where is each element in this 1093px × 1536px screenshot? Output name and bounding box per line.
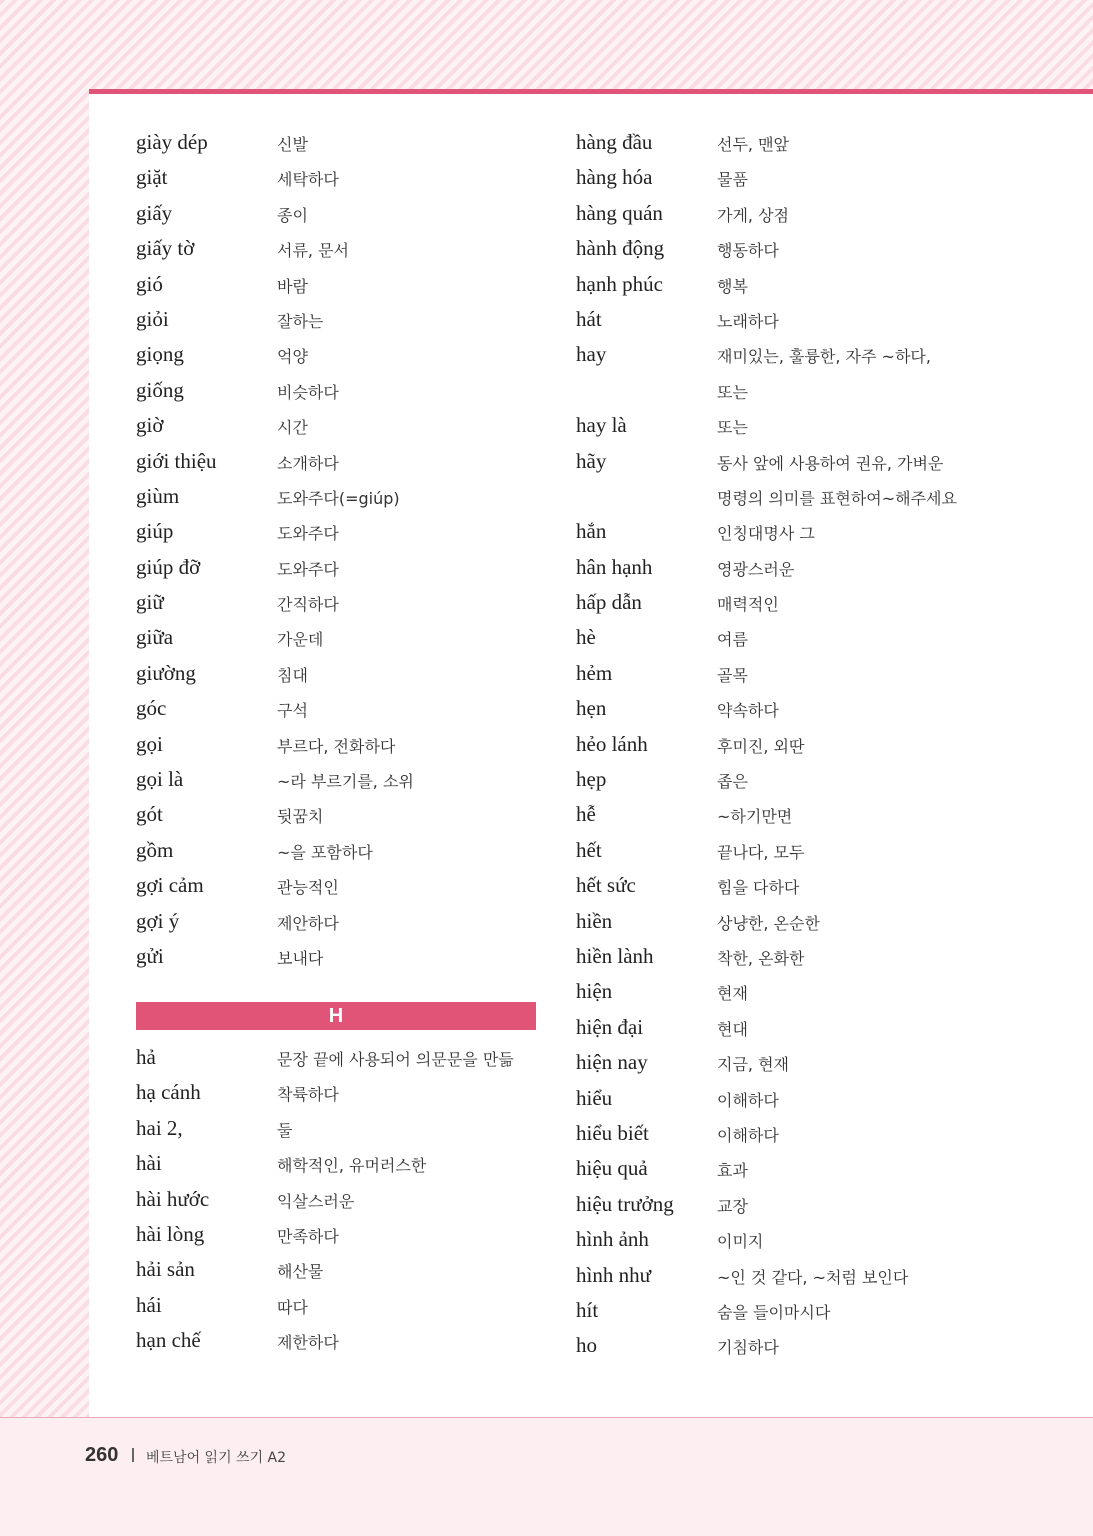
vocab-entry bbox=[576, 1328, 1016, 1363]
korean-meaning: 동사 앞에 사용하여 권유, 가벼운 bbox=[717, 453, 944, 473]
vocab-entry bbox=[136, 125, 536, 160]
korean-meaning: 도와주다 bbox=[277, 559, 339, 579]
vocab-entry bbox=[136, 231, 536, 266]
korean-meaning: 둘 bbox=[277, 1120, 293, 1140]
vocab-entry bbox=[136, 373, 536, 408]
korean-meaning: 뒷꿈치 bbox=[277, 807, 324, 827]
vocab-entry bbox=[136, 620, 536, 655]
korean-meaning: 교장 bbox=[717, 1196, 748, 1216]
korean-meaning: 행복 bbox=[717, 276, 748, 296]
vietnamese-word: hạnh phúc bbox=[576, 271, 663, 296]
vocab-entry bbox=[576, 1258, 1016, 1293]
vietnamese-word: giọng bbox=[136, 342, 184, 367]
vocab-entry bbox=[576, 656, 1016, 691]
vietnamese-word: gót bbox=[136, 802, 163, 827]
vietnamese-word: hài lòng bbox=[136, 1221, 205, 1246]
vietnamese-word: giờ bbox=[136, 413, 164, 438]
vietnamese-word: gợi ý bbox=[136, 908, 180, 933]
korean-meaning: 노래하다 bbox=[717, 311, 779, 331]
korean-meaning: 세탁하다 bbox=[277, 170, 339, 190]
vocab-entry bbox=[576, 479, 1016, 514]
vietnamese-word: hiệu trưởng bbox=[576, 1191, 674, 1216]
korean-meaning: 행동하다 bbox=[717, 241, 779, 261]
korean-meaning: 재미있는, 훌륭한, 자주 ~하다, bbox=[717, 347, 931, 367]
vietnamese-word: giữ bbox=[136, 590, 164, 615]
vietnamese-word: hiền lành bbox=[576, 943, 654, 968]
vocab-entry bbox=[576, 620, 1016, 655]
vocab-entry bbox=[576, 196, 1016, 231]
vietnamese-word: hiền bbox=[576, 908, 613, 933]
korean-meaning: 또는 bbox=[717, 418, 748, 438]
footer-band bbox=[0, 1417, 1093, 1536]
vocab-entry bbox=[136, 196, 536, 231]
vietnamese-word: hình ảnh bbox=[576, 1227, 649, 1252]
vocab-entry bbox=[136, 762, 536, 797]
vocab-entry bbox=[576, 1151, 1016, 1186]
vocab-entry bbox=[136, 1288, 536, 1323]
vietnamese-word: hiểu biết bbox=[576, 1120, 649, 1145]
vietnamese-word: hắn bbox=[576, 519, 607, 544]
vietnamese-word: hàng quán bbox=[576, 200, 663, 225]
vietnamese-word: hay là bbox=[576, 413, 627, 438]
korean-meaning: ~라 부르기를, 소위 bbox=[277, 772, 414, 792]
vocab-entry bbox=[136, 479, 536, 514]
vocab-entry bbox=[576, 337, 1016, 372]
korean-meaning: 기침하다 bbox=[717, 1338, 779, 1358]
korean-meaning: 익살스러운 bbox=[277, 1191, 355, 1211]
vocab-entry bbox=[576, 727, 1016, 762]
vocab-entry bbox=[136, 939, 536, 974]
vietnamese-word: hễ bbox=[576, 802, 596, 827]
korean-meaning: 가게, 상점 bbox=[717, 205, 789, 225]
left-h-column bbox=[136, 1040, 536, 1359]
page-number: 260 bbox=[85, 1444, 119, 1466]
korean-meaning: 이미지 bbox=[717, 1232, 764, 1252]
vietnamese-word: hình như bbox=[576, 1262, 651, 1287]
korean-meaning: 도와주다(=giúp) bbox=[277, 488, 400, 508]
vietnamese-word: giống bbox=[136, 377, 184, 402]
vocab-entry bbox=[136, 727, 536, 762]
vietnamese-word: giữa bbox=[136, 625, 174, 650]
korean-meaning: 착한, 온화한 bbox=[717, 948, 805, 968]
vocab-entry bbox=[136, 904, 536, 939]
vietnamese-word: gợi cảm bbox=[136, 873, 204, 898]
vietnamese-word: hái bbox=[136, 1292, 162, 1317]
vocab-entry bbox=[576, 514, 1016, 549]
korean-meaning: 제안하다 bbox=[277, 913, 339, 933]
vietnamese-word: hiệu quả bbox=[576, 1156, 648, 1181]
vocab-entry bbox=[576, 125, 1016, 160]
vocab-entry bbox=[136, 868, 536, 903]
korean-meaning: 이해하다 bbox=[717, 1090, 779, 1110]
korean-meaning: 가운데 bbox=[277, 630, 324, 650]
vocab-entry bbox=[136, 1075, 536, 1110]
vietnamese-word: ho bbox=[576, 1333, 597, 1358]
korean-meaning: 현대 bbox=[717, 1019, 748, 1039]
korean-meaning: 숨을 들이마시다 bbox=[717, 1302, 831, 1322]
vietnamese-word: hành động bbox=[576, 236, 665, 261]
book-title: 베트남어 읽기 쓰기 A2 bbox=[146, 1450, 287, 1466]
vocab-entry bbox=[576, 585, 1016, 620]
vietnamese-word: hấp dẫn bbox=[576, 590, 642, 615]
vocab-entry bbox=[136, 302, 536, 337]
korean-meaning: 여름 bbox=[717, 630, 748, 650]
vietnamese-word: giới thiệu bbox=[136, 448, 217, 473]
vocab-entry bbox=[576, 550, 1016, 585]
korean-meaning: 인칭대명사 그 bbox=[717, 524, 815, 544]
vietnamese-word: hiểu bbox=[576, 1085, 613, 1110]
vocab-entry bbox=[576, 833, 1016, 868]
korean-meaning: 부르다, 전화하다 bbox=[277, 736, 396, 756]
vocab-entry bbox=[136, 691, 536, 726]
korean-meaning: 해학적인, 유머러스한 bbox=[277, 1156, 427, 1176]
vocab-entry bbox=[576, 1187, 1016, 1222]
vocab-entry bbox=[136, 833, 536, 868]
korean-meaning: 이해하다 bbox=[717, 1125, 779, 1145]
korean-meaning: 상냥한, 온순한 bbox=[717, 913, 820, 933]
korean-meaning: 종이 bbox=[277, 205, 308, 225]
korean-meaning: ~인 것 같다, ~처럼 보인다 bbox=[717, 1267, 909, 1287]
vocab-entry bbox=[576, 1081, 1016, 1116]
vietnamese-word: hả bbox=[136, 1045, 156, 1069]
section-header-h: H bbox=[136, 1002, 536, 1030]
korean-meaning: ~하기만면 bbox=[717, 807, 793, 827]
vietnamese-word: giặt bbox=[136, 165, 168, 190]
vietnamese-word: hàng đầu bbox=[576, 130, 653, 154]
korean-meaning: 또는 bbox=[717, 382, 748, 402]
korean-meaning: ~을 포함하다 bbox=[277, 842, 373, 862]
vietnamese-word: hẹp bbox=[576, 767, 607, 792]
korean-meaning: 명령의 의미를 표현하여~해주세요 bbox=[717, 488, 957, 508]
vocab-entry bbox=[576, 691, 1016, 726]
korean-meaning: 매력적인 bbox=[717, 595, 779, 615]
korean-meaning: 착륙하다 bbox=[277, 1085, 339, 1105]
korean-meaning: 잘하는 bbox=[277, 311, 324, 331]
korean-meaning: 간직하다 bbox=[277, 595, 339, 615]
vietnamese-word: hết sức bbox=[576, 873, 636, 898]
vietnamese-word: hải sản bbox=[136, 1257, 195, 1282]
korean-meaning: 따다 bbox=[277, 1297, 308, 1317]
vocab-entry bbox=[576, 1045, 1016, 1080]
vocab-entry bbox=[576, 904, 1016, 939]
korean-meaning: 지금, 현재 bbox=[717, 1055, 789, 1075]
korean-meaning: 현재 bbox=[717, 984, 748, 1004]
vocab-entry bbox=[136, 1040, 536, 1075]
vocab-entry bbox=[136, 550, 536, 585]
korean-meaning: 제한하다 bbox=[277, 1333, 339, 1353]
vocab-entry bbox=[576, 762, 1016, 797]
vocab-entry bbox=[136, 160, 536, 195]
korean-meaning: 바람 bbox=[277, 276, 308, 296]
vietnamese-word: hãy bbox=[576, 448, 607, 473]
vietnamese-word: giỏi bbox=[136, 306, 169, 331]
korean-meaning: 관능적인 bbox=[277, 878, 339, 898]
korean-meaning: 해산물 bbox=[277, 1262, 324, 1282]
vietnamese-word: gọi là bbox=[136, 767, 184, 792]
vietnamese-word: gồm bbox=[136, 837, 174, 862]
vietnamese-word: hiện bbox=[576, 979, 613, 1004]
korean-meaning: 문장 끝에 사용되어 의문문을 만듦 bbox=[277, 1050, 514, 1069]
korean-meaning: 시간 bbox=[277, 418, 308, 438]
vietnamese-word: hay bbox=[576, 342, 607, 367]
vietnamese-word: giường bbox=[136, 660, 196, 685]
vietnamese-word: giày dép bbox=[136, 130, 208, 154]
vocab-entry bbox=[136, 585, 536, 620]
korean-meaning: 침대 bbox=[277, 665, 308, 685]
vietnamese-word: giấy tờ bbox=[136, 236, 195, 261]
vocab-entry bbox=[136, 1252, 536, 1287]
korean-meaning: 골목 bbox=[717, 665, 748, 685]
korean-meaning: 약속하다 bbox=[717, 701, 779, 721]
vocab-entry bbox=[576, 267, 1016, 302]
vietnamese-word: hẻm bbox=[576, 660, 613, 685]
vocab-entry bbox=[576, 974, 1016, 1009]
vietnamese-word: gửi bbox=[136, 943, 164, 968]
vietnamese-word: giấy bbox=[136, 200, 173, 225]
vocab-entry bbox=[136, 1323, 536, 1358]
vocab-entry bbox=[576, 1222, 1016, 1257]
vocab-entry bbox=[136, 1111, 536, 1146]
korean-meaning: 끝나다, 모두 bbox=[717, 842, 805, 862]
vietnamese-word: hạ cánh bbox=[136, 1080, 201, 1105]
vietnamese-word: gió bbox=[136, 271, 163, 296]
vocab-entry bbox=[136, 267, 536, 302]
vietnamese-word: hẹn bbox=[576, 696, 607, 721]
vietnamese-word: hạn chế bbox=[136, 1328, 201, 1353]
vietnamese-word: hè bbox=[576, 625, 596, 650]
vietnamese-word: hài bbox=[136, 1151, 162, 1176]
vietnamese-word: giùm bbox=[136, 483, 180, 508]
korean-meaning: 보내다 bbox=[277, 948, 324, 968]
vocab-entry bbox=[136, 797, 536, 832]
korean-meaning: 서류, 문서 bbox=[277, 241, 349, 261]
vocab-entry bbox=[576, 797, 1016, 832]
korean-meaning: 힘을 다하다 bbox=[717, 878, 800, 898]
korean-meaning: 만족하다 bbox=[277, 1226, 339, 1246]
vocab-entry bbox=[136, 1182, 536, 1217]
right-column bbox=[576, 125, 1016, 1364]
vietnamese-word: hài hước bbox=[136, 1186, 210, 1211]
vocab-entry bbox=[136, 514, 536, 549]
vocab-entry bbox=[576, 231, 1016, 266]
vocab-entry bbox=[136, 656, 536, 691]
korean-meaning: 후미진, 외딴 bbox=[717, 736, 805, 756]
korean-meaning: 선두, 맨앞 bbox=[717, 135, 789, 154]
korean-meaning: 소개하다 bbox=[277, 453, 339, 473]
vietnamese-word: hiện nay bbox=[576, 1050, 648, 1075]
vietnamese-word: hết bbox=[576, 837, 602, 862]
korean-meaning: 효과 bbox=[717, 1161, 748, 1181]
vocab-entry bbox=[576, 1010, 1016, 1045]
vocab-entry bbox=[136, 1146, 536, 1181]
korean-meaning: 비슷하다 bbox=[277, 382, 339, 402]
vocab-entry bbox=[136, 337, 536, 372]
footer-divider bbox=[132, 1448, 134, 1462]
vietnamese-word: hẻo lánh bbox=[576, 731, 648, 756]
vietnamese-word: giúp bbox=[136, 519, 174, 544]
vietnamese-word: hít bbox=[576, 1297, 599, 1322]
korean-meaning: 억양 bbox=[277, 347, 308, 367]
vietnamese-word: hân hạnh bbox=[576, 554, 653, 579]
vocab-entry bbox=[576, 408, 1016, 443]
vietnamese-word: giúp đỡ bbox=[136, 554, 201, 579]
vietnamese-word: hát bbox=[576, 306, 602, 331]
left-column bbox=[136, 125, 536, 974]
vocab-entry bbox=[576, 868, 1016, 903]
korean-meaning: 물품 bbox=[717, 170, 748, 190]
korean-meaning: 영광스러운 bbox=[717, 559, 795, 579]
vocab-entry bbox=[136, 408, 536, 443]
vocab-entry bbox=[136, 1217, 536, 1252]
vietnamese-word: hàng hóa bbox=[576, 165, 653, 190]
vietnamese-word: hai 2, bbox=[136, 1115, 183, 1140]
vocab-entry bbox=[576, 1116, 1016, 1151]
vietnamese-word: gọi bbox=[136, 731, 163, 756]
vocab-entry bbox=[576, 939, 1016, 974]
vocab-entry bbox=[576, 444, 1016, 479]
vocab-entry bbox=[136, 444, 536, 479]
vietnamese-word: góc bbox=[136, 696, 167, 721]
vocab-entry bbox=[576, 160, 1016, 195]
korean-meaning: 신발 bbox=[277, 135, 308, 154]
vietnamese-word: hiện đại bbox=[576, 1014, 644, 1039]
vocab-entry bbox=[576, 1293, 1016, 1328]
korean-meaning: 도와주다 bbox=[277, 524, 339, 544]
korean-meaning: 구석 bbox=[277, 701, 308, 721]
korean-meaning: 좁은 bbox=[717, 772, 748, 792]
vocab-entry bbox=[576, 373, 1016, 408]
vocab-entry bbox=[576, 302, 1016, 337]
